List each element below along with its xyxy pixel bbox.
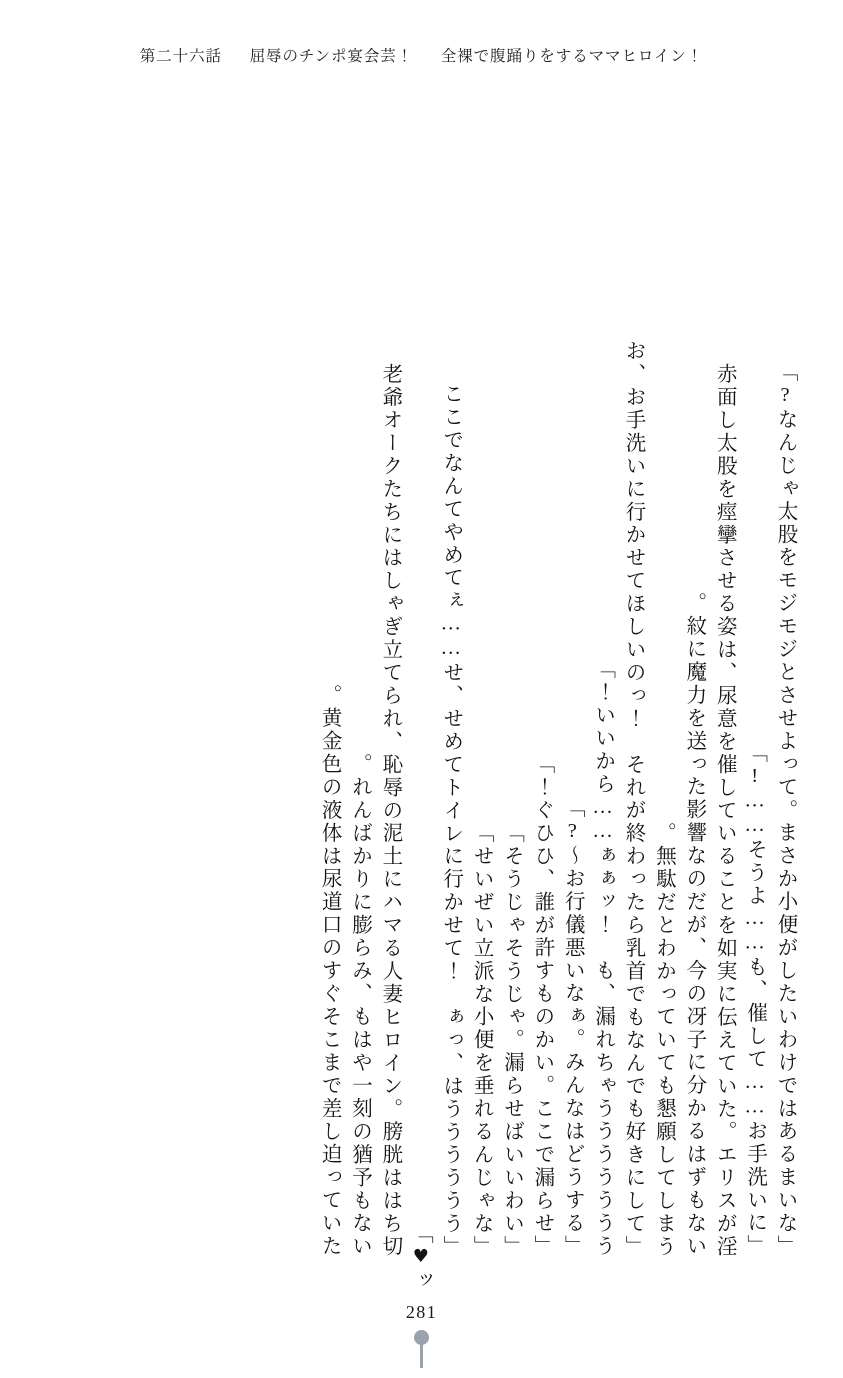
running-head — [0, 44, 843, 66]
chapter-subtitle: 全裸で腹踊りをするママヒロイン！ — [440, 48, 704, 65]
vertical-text-columns — [48, 118, 796, 1292]
text-line: 「そうじゃそうじゃ。漏らせばいいわい」 — [500, 821, 523, 1258]
heart-icon: ♥ — [410, 1245, 432, 1270]
chapter-number: 第二十六話 — [139, 48, 222, 65]
spine-marker-bar — [420, 1338, 423, 1368]
text-line: 「お行儀悪いなぁ。みんなはどうする～?」 — [561, 797, 584, 1258]
text-line: 「せいぜい立派な小便を垂れるんじゃな」 — [470, 821, 493, 1258]
chapter-title: 屈辱のチンポ宴会芸！ — [249, 48, 414, 65]
text-line: 「ぐひひ、誰が許すものかい。ここで漏らせ！」 — [530, 752, 553, 1258]
text-line: 「お、お手洗いに行かせてほしいのっ！ それが終わったら乳首でもなんでも好きにして — [622, 339, 645, 1258]
text-line: 無駄だとわかっていても懇願してしまう。 — [652, 821, 675, 1258]
body-text-area — [48, 118, 796, 1292]
text-line: 「そうよ……も、催して……お手洗いに……!」 — [743, 742, 766, 1258]
text-line: 黄金色の液体は尿道口のすぐそこまで差し迫っていた。 — [318, 683, 341, 1258]
text-line: いいから……ぁぁッ！ も、漏れちゃううううううう！」 — [591, 658, 614, 1258]
text-line: れんばかりに膨らみ、もはや一刻の猶予もない。 — [348, 752, 371, 1258]
text-line: ッ♥」 — [409, 1222, 432, 1292]
text-line: 「ここでなんてやめてぇ……せ、せめてトイレに行かせて！ ぁっ、はうううううう — [439, 382, 462, 1258]
text-line: 老爺オークたちにはしゃぎ立てられ、恥辱の泥土にハマる人妻ヒロイン。膀胱ははち切 — [378, 362, 401, 1258]
page-number: 281 — [405, 1302, 438, 1322]
text-line: 「なんじゃ太股をモジモジとさせよって。まさか小便がしたいわけではあるまいな?」 — [774, 361, 796, 1258]
text-line: 赤面し太股を痙攣させる姿は、尿意を催していることを如実に伝えていた。エリスが淫 — [713, 362, 736, 1258]
text-line: 紋に魔力を送った影響なのだが、今の冴子に分かるはずもない。 — [682, 592, 705, 1258]
